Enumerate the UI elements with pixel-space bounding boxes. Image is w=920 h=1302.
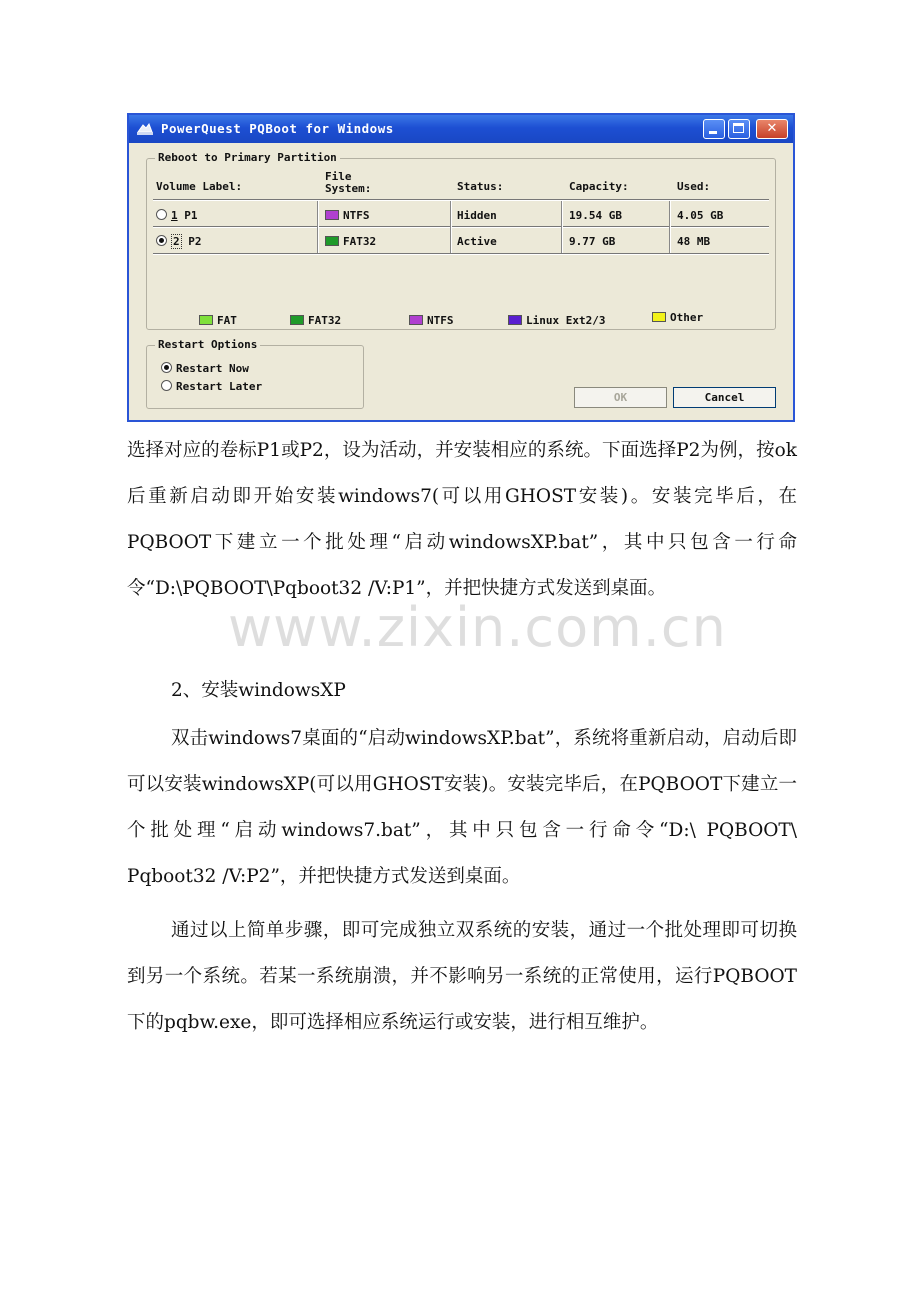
close-button[interactable] (756, 119, 788, 139)
header-used: Used: (677, 180, 711, 193)
legend-item (290, 314, 341, 327)
header-file-system: File System: (325, 170, 372, 195)
section-heading: 2、安装windowsXP (171, 680, 346, 701)
legend-item (652, 311, 703, 324)
watermark: www.zixin.com.cn (228, 596, 727, 659)
ntfs-swatch (325, 210, 339, 220)
restart-later-option[interactable] (161, 380, 262, 393)
used-cell: 48 MB (677, 235, 711, 248)
pqboot-dialog-screenshot (127, 113, 795, 422)
file-system-value: FAT32 (343, 235, 377, 248)
legend-item (409, 314, 454, 327)
header-volume-label: Volume Label: (156, 180, 243, 193)
pqboot-app-icon (137, 122, 153, 135)
linux-swatch (508, 315, 522, 325)
radio-restart-now[interactable] (161, 362, 172, 373)
paragraph-4: 通过以上简单步骤，即可完成独立双系统的安装，通过一个批处理即可切换到另一个系统。若某一系统崩溃，并不影响另一系统的正常使用，运行PQBOOT下的pqbw.exe，即可选择相应系统运行或安装，进行相互维护。 (127, 920, 797, 1033)
radio-restart-later[interactable] (161, 380, 172, 391)
legend-item (199, 314, 237, 327)
file-system-value: NTFS (343, 209, 370, 222)
file-system-cell (325, 209, 370, 222)
title-bar[interactable] (129, 115, 793, 143)
paragraph-3: 双击windows7桌面的“启动windowsXP.bat”，系统将重新启动，启动后即可以安装windowsXP(可以用GHOST安装)。安装完毕后，在PQBOOT下建立一个批处理“启动windows7.bat”，其中只包含一行命令“D:\ PQBOOT\ Pqboot32 /V:P2”，并把快捷方式发送到桌面。 (127, 728, 797, 887)
status-cell: Hidden (457, 209, 497, 222)
cancel-button[interactable]: Cancel (673, 387, 776, 408)
volume-label: P2 (188, 235, 202, 248)
capacity-cell: 9.77 GB (569, 235, 616, 248)
table-rule (153, 199, 769, 201)
radio-p1[interactable] (156, 209, 167, 220)
fat-swatch (199, 315, 213, 325)
header-capacity: Capacity: (569, 180, 629, 193)
column-divider (450, 201, 452, 253)
fat32-swatch (325, 236, 339, 246)
partition-group-label: Reboot to Primary Partition (155, 151, 340, 164)
restart-later-label: Restart Later (176, 380, 263, 393)
legend-label: NTFS (427, 314, 454, 327)
minimize-button[interactable] (703, 119, 725, 139)
legend-label: FAT (217, 314, 237, 327)
ok-button[interactable]: OK (574, 387, 667, 408)
restart-options-group (146, 338, 364, 409)
legend-label: FAT32 (308, 314, 342, 327)
file-system-cell (325, 235, 376, 248)
close-icon: ✕ (766, 121, 778, 136)
table-rule (153, 226, 769, 228)
used-cell: 4.05 GB (677, 209, 724, 222)
window-title: PowerQuest PQBoot for Windows (161, 121, 394, 136)
restart-now-label: Restart Now (176, 362, 249, 375)
column-divider (669, 201, 671, 253)
restart-now-option[interactable] (161, 362, 249, 375)
legend-label: Linux Ext2/3 (526, 314, 606, 327)
legend-label: Other (670, 311, 704, 324)
column-divider (561, 201, 563, 253)
partition-group (146, 151, 776, 330)
volume-cell[interactable] (156, 209, 198, 222)
status-cell: Active (457, 235, 497, 248)
fat32-swatch (290, 315, 304, 325)
volume-mark: 2 (173, 235, 180, 248)
paragraph-1: 选择对应的卷标P1或P2，设为活动，并安装相应的系统。下面选择P2为例，按ok后重新启动即开始安装windows7(可以用GHOST安装)。安装完毕后，在PQBOOT下建立一个批处理“启动windowsXP.bat”，其中只包含一行命令“D:\PQBOOT\Pqboot32 /V:P1”，并把快捷方式发送到桌面。 (127, 440, 797, 599)
legend-item (508, 314, 605, 327)
volume-cell[interactable] (156, 235, 202, 248)
restart-options-label: Restart Options (155, 338, 260, 351)
maximize-button[interactable] (728, 119, 750, 139)
other-swatch (652, 312, 666, 322)
radio-p2[interactable] (156, 235, 167, 246)
header-status: Status: (457, 180, 504, 193)
ntfs-swatch (409, 315, 423, 325)
table-rule (153, 253, 769, 255)
volume-mark: 1 (171, 209, 178, 222)
column-divider (317, 201, 319, 253)
volume-label: P1 (184, 209, 198, 222)
capacity-cell: 19.54 GB (569, 209, 622, 222)
